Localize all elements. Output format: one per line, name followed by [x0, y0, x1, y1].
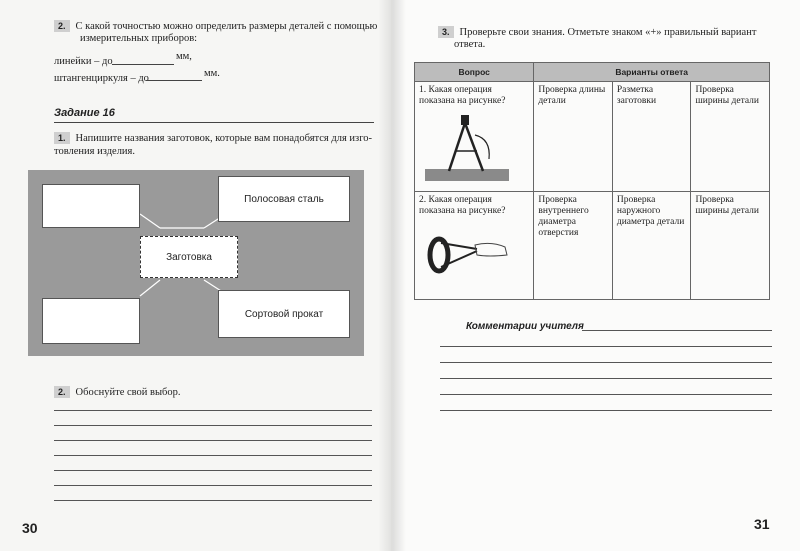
compass-drawing-icon: [419, 111, 515, 183]
task16-q1: 1. Напишите названия заготовок, которые вам понадобятся для изго-: [54, 132, 384, 145]
task16-q2-number: 2.: [54, 386, 70, 398]
task2-question-cont: измерительных приборов:: [80, 33, 198, 44]
answer-cell[interactable]: Проверка наружного диаметра детали: [612, 192, 691, 300]
question-cell: 2. Какая операция показана на рисунке?: [415, 192, 534, 300]
book-gutter: [378, 0, 406, 551]
task16-title: Задание 16: [54, 107, 115, 119]
blank-box-top-left[interactable]: [42, 184, 140, 228]
caliper-answer-line[interactable]: [146, 80, 202, 81]
box-strip-steel: Полосовая сталь: [218, 176, 350, 222]
teacher-comments-label: Комментарии учителя: [466, 321, 584, 332]
box-blank-center: Заготовка: [140, 236, 238, 278]
task3-question: 3. Проверьте свои знания. Отметьте знаком «+» правильный вариант: [438, 26, 778, 39]
ruler-answer-line[interactable]: [112, 64, 174, 65]
task16-q2: 2. Обоснуйте свой выбор.: [54, 386, 181, 399]
quiz-table: [414, 62, 770, 300]
answer-cell[interactable]: Проверка ширины детали: [691, 82, 770, 192]
calipers-measuring-icon: [419, 221, 515, 281]
ruler-label: линейки – до: [54, 56, 113, 67]
answer-cell[interactable]: Проверка внутреннего диаметра отверстия: [534, 192, 613, 300]
question-cell: 1. Какая операция показана на рисунке?: [415, 82, 534, 192]
task3-question-cont: ответа.: [454, 39, 486, 50]
ruler-unit: мм,: [176, 51, 192, 62]
task3-number: 3.: [438, 26, 454, 38]
box-section-steel: Сортовой прокат: [218, 290, 350, 338]
task2-number: 2.: [54, 20, 70, 32]
header-question: Вопрос: [415, 63, 534, 82]
answer-cell[interactable]: Проверка ширины детали: [691, 192, 770, 300]
page-number-right: 31: [754, 516, 770, 532]
table-row: [415, 192, 770, 300]
task16-q1-number: 1.: [54, 132, 70, 144]
answer-cell[interactable]: Проверка длины детали: [534, 82, 613, 192]
blank-box-bottom-left[interactable]: [42, 298, 140, 344]
caliper-label: штангенциркуля – до: [54, 73, 149, 84]
answer-cell[interactable]: Разметка заготовки: [612, 82, 691, 192]
blank-diagram: [28, 170, 364, 356]
page-number-left: 30: [22, 520, 38, 536]
task16-rule: [54, 122, 374, 123]
caliper-unit: мм.: [204, 68, 220, 79]
table-row: [415, 82, 770, 192]
task2-question: 2. С какой точностью можно определить размеры деталей с помощью: [54, 20, 384, 33]
task16-q1-cont: товления изделия.: [54, 146, 136, 157]
teacher-comment-line[interactable]: [582, 330, 772, 331]
header-answers: Варианты ответа: [534, 63, 770, 82]
